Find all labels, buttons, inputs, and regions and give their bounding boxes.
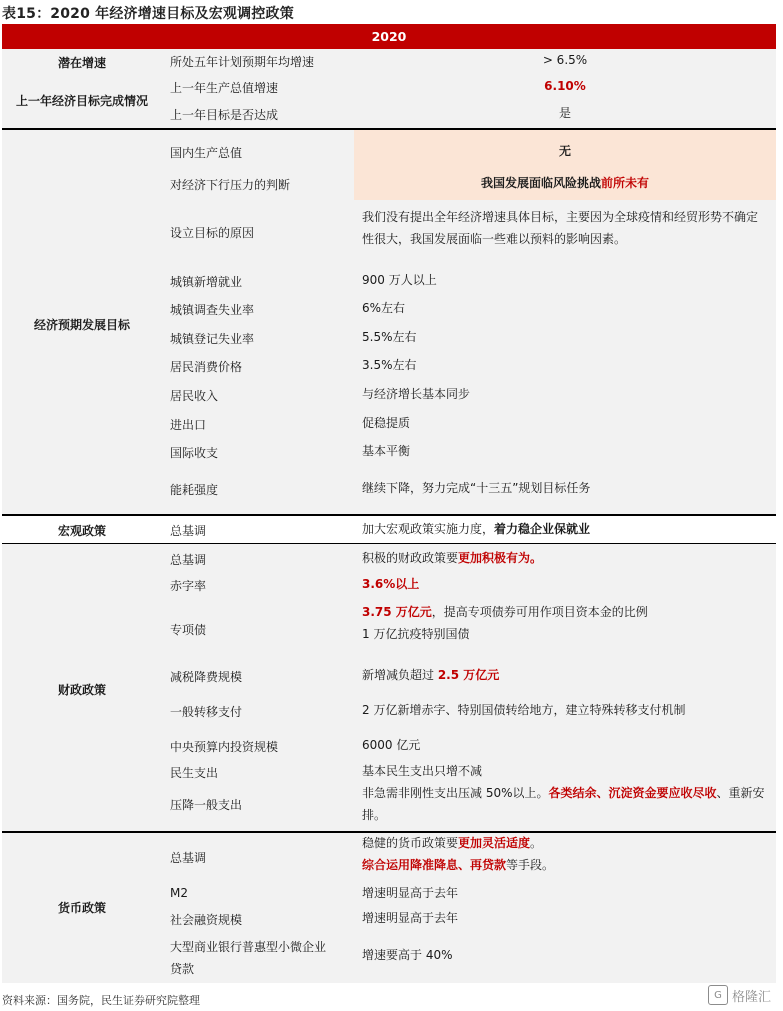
header-potential-growth: 潜在增速	[57, 56, 106, 70]
watermark-logo-icon: G	[708, 985, 728, 1005]
header-macro-policy: 宏观政策	[57, 524, 106, 538]
table-title: 表15：2020 年经济增速目标及宏观调控政策	[2, 6, 294, 22]
section-fiscal-policy: 财政政策 总基调 积极的财政政策要更加积极有为。 赤字率 3.6%以上 专项债 3.75 万亿元，提高专项债券可用作项目资本金的比例 1 万亿抗疫特别国债 减税降费规模 新增减负超过 2.5 万亿元 一般转移支付 2 万亿新增赤字、特别国债转给地方，建立特殊转移支付机制 中央预算内投资规模 6000 亿元 民生支出 基本民生支出只增不减 压降一般支出 非急需非刚性支出压减 50%以上。各类结余、沉淀资金要应收尽收、重新安排。	[2, 544, 776, 831]
source-note: 资料来源：国务院，民生证券研究院整理	[2, 994, 200, 1007]
header-last-year-target: 上一年经济目标完成情况	[15, 94, 148, 108]
year-header: 2020	[2, 24, 776, 49]
watermark: G 格隆汇	[708, 985, 771, 1005]
section-macro-policy: 宏观政策 总基调 加大宏观政策实施力度，着力稳企业保就业	[2, 514, 776, 544]
section-expected-targets: 经济预期发展目标 国内生产总值 无 对经济下行压力的判断 我国发展面临风险挑战前所未有 设立目标的原因 我们没有提出全年经济增速具体目标，主要因为全球疫情和经贸形势不确定性很大，我国发展面临一些难以预料的影响因素。 城镇新增就业 900 万人以上 城镇调查失业率 6%左右 城镇登记失业率 5.5%左右 居民消费价格 3.5%左右 居民收入 与经济增长基本同步 进出口 促稳提质 国际收支 基本平衡 能耗强度 继续下降，努力完成“十三五”规划目标任务	[2, 128, 776, 514]
section-monetary-policy: 货币政策 总基调 稳健的货币政策要更加灵活适度。 综合运用降准降息、再贷款等手段。 M2 增速明显高于去年 社会融资规模 增速明显高于去年 大型商业银行普惠型小微企业 贷款 增速要高于 40%	[2, 831, 776, 983]
policy-table	[2, 24, 776, 983]
header-fiscal-policy: 财政政策	[57, 683, 106, 697]
section-growth: 潜在增速 上一年经济目标完成情况 所处五年计划预期年均增速 > 6.5% 上一年生产总值增速 6.10% 上一年目标是否达成 是	[2, 49, 776, 128]
header-expected-targets: 经济预期发展目标	[33, 318, 130, 332]
header-monetary-policy: 货币政策	[57, 901, 106, 915]
